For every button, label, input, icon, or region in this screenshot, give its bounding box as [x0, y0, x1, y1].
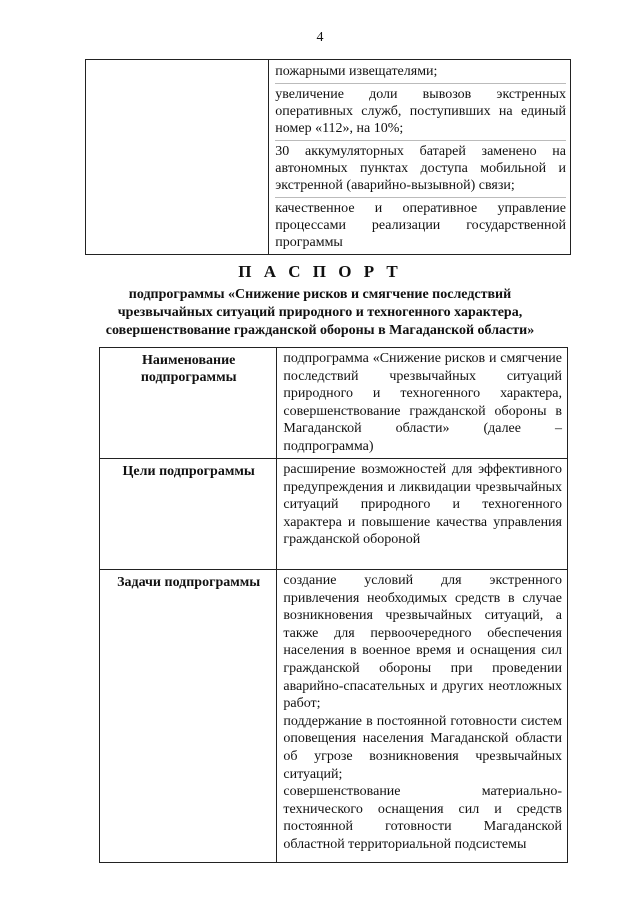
- passport-subtitle-line: совершенствование гражданской обороны в Магаданской области»: [105, 323, 535, 338]
- passport-table: [99, 347, 568, 863]
- row-label: Задачи подпрограммы: [100, 570, 277, 863]
- results-cell: [269, 60, 571, 255]
- passport-title: П А С П О Р Т: [238, 262, 402, 281]
- row-value: расширение возможностей для эффективного предупреждения и ликвидации чрезвычайных ситуаций природного и техногенного характера и повышение качества управления гражданской обороной: [277, 459, 568, 570]
- task-item: совершенствование материально-технического оснащения сил и средств постоянной готовности Магаданской областной территориальной подсистемы: [283, 784, 562, 852]
- table-row: [100, 459, 568, 570]
- row-value: подпрограмма «Снижение рисков и смягчение последствий чрезвычайных ситуаций природного и техногенного характера, совершенствование гражданской обороны в Магаданской области» (далее – подпрограмма): [277, 348, 568, 459]
- continued-results-table: [85, 59, 571, 255]
- empty-label-cell: [86, 60, 269, 255]
- row-value: [277, 570, 568, 863]
- row-label: Цели подпрограммы: [100, 459, 277, 570]
- row-label: Наименование подпрограммы: [100, 348, 277, 459]
- result-item: качественное и оперативное управление процессами реализации государственной программы: [275, 197, 566, 254]
- result-item: 30 аккумуляторных батарей заменено на автономных пунктах доступа мобильной и экстренной (аварийно-вызывной) связи;: [275, 140, 566, 197]
- page-number: 4: [316, 30, 324, 45]
- task-item: поддержание в постоянной готовности систем оповещения населения Магаданской области об угрозе возникновения чрезвычайных ситуаций;: [283, 713, 562, 782]
- result-item: пожарными извещателями;: [275, 64, 438, 79]
- table-row: [100, 570, 568, 863]
- passport-subtitle-line: подпрограммы «Снижение рисков и смягчение последствий: [128, 287, 512, 302]
- passport-heading: [0, 262, 640, 340]
- task-item: создание условий для экстренного привлечения необходимых средств в случае возникновения чрезвычайных ситуаций, а также для первоочередного обеспечения населения в военное время и оснащения сил гражданской обороны при проведении аварийно-спасательных и других неотложных работ;: [283, 573, 562, 712]
- passport-subtitle-line: чрезвычайных ситуаций природного и техногенного характера,: [117, 305, 523, 320]
- result-item: увеличение доли вывозов экстренных оперативных служб, поступивших на единый номер «112», на 10%;: [275, 83, 566, 140]
- table-row: [100, 348, 568, 459]
